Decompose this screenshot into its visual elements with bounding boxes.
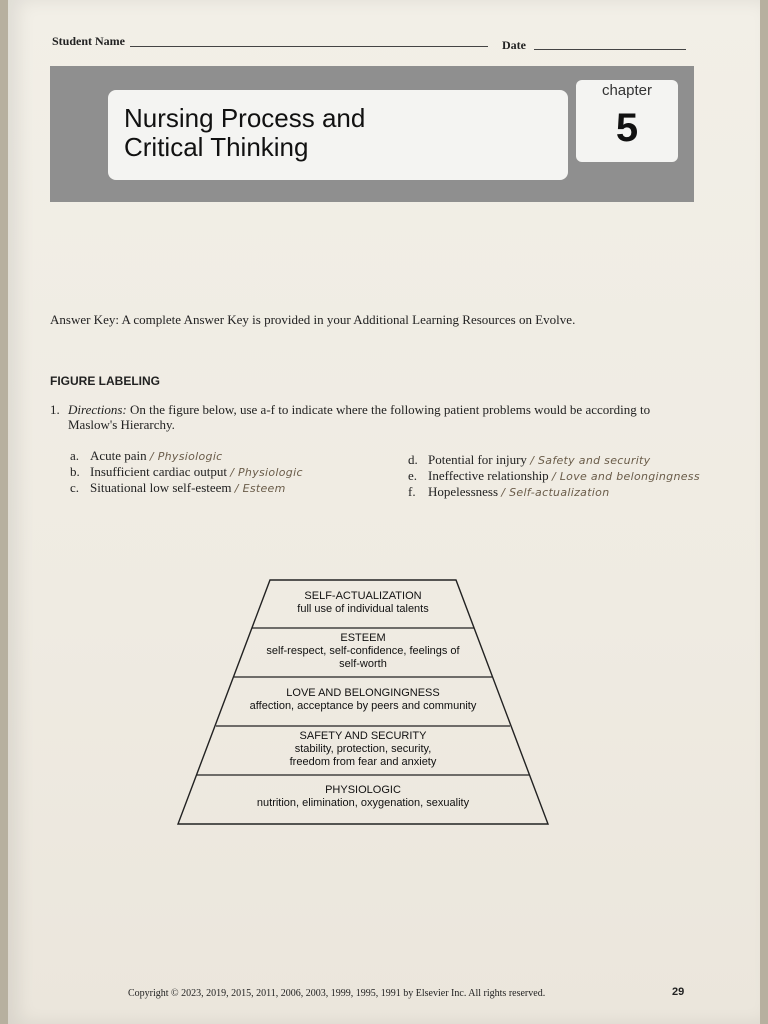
level-desc: full use of individual talents bbox=[297, 603, 429, 615]
chapter-number: 5 bbox=[615, 106, 639, 150]
pyramid-level-love-belongingness bbox=[226, 687, 500, 713]
item-letter: c. bbox=[70, 480, 80, 495]
item-text: Ineffective relationship bbox=[428, 468, 549, 483]
pyramid-level-esteem bbox=[266, 632, 460, 671]
list-item bbox=[408, 484, 609, 500]
level-desc: stability, protection, security, freedom from fear and anxiety bbox=[289, 743, 437, 768]
item-letter: e. bbox=[408, 468, 418, 483]
student-name-line bbox=[130, 46, 488, 47]
list-item bbox=[70, 464, 303, 480]
workbook-page bbox=[8, 0, 760, 1024]
list-item bbox=[408, 452, 650, 468]
question-directions bbox=[68, 402, 668, 432]
item-letter: a. bbox=[70, 448, 80, 463]
answer-key-note: Answer Key: A complete Answer Key is provided in your Additional Learning Resources on Evolve. bbox=[50, 312, 576, 327]
date-label: Date bbox=[502, 38, 526, 52]
level-title: ESTEEM bbox=[340, 632, 386, 644]
handwritten-answer: / Physiologic bbox=[230, 466, 303, 479]
chapter-title bbox=[124, 104, 544, 162]
student-name-label: Student Name bbox=[52, 34, 126, 48]
date-line bbox=[534, 49, 686, 50]
list-item bbox=[70, 480, 286, 496]
handwritten-answer: / Self-actualization bbox=[501, 486, 610, 499]
handwritten-answer: / Esteem bbox=[234, 482, 286, 495]
question-number: 1. bbox=[50, 402, 60, 417]
item-letter: f. bbox=[408, 484, 416, 499]
directions-text: On the figure below, use a-f to indicate where the following patient problems would be according to Maslow's Hierarchy. bbox=[68, 402, 651, 432]
item-letter: d. bbox=[408, 452, 418, 467]
maslow-pyramid bbox=[176, 578, 550, 826]
handwritten-answer: / Physiologic bbox=[149, 450, 223, 463]
list-item bbox=[70, 448, 223, 464]
item-text: Acute pain bbox=[90, 448, 147, 463]
item-letter: b. bbox=[70, 464, 80, 479]
directions-label: Directions: bbox=[68, 402, 127, 417]
chapter-title-line1: Nursing Process and bbox=[124, 103, 366, 133]
level-desc: affection, acceptance by peers and community bbox=[249, 700, 477, 712]
item-text: Insufficient cardiac output bbox=[90, 464, 227, 479]
item-text: Potential for injury bbox=[428, 452, 527, 467]
copyright-notice: Copyright © 2023, 2019, 2015, 2011, 2006, 2003, 1999, 1995, 1991 by Elsevier Inc. All rights reserved. bbox=[128, 988, 546, 999]
level-desc: nutrition, elimination, oxygenation, sexuality bbox=[256, 797, 470, 809]
chapter-title-line2: Critical Thinking bbox=[124, 132, 309, 162]
level-title: SAFETY AND SECURITY bbox=[299, 730, 427, 742]
list-item bbox=[408, 468, 700, 484]
pyramid-level-safety-security bbox=[278, 730, 448, 769]
pyramid-level-self-actualization bbox=[236, 590, 490, 616]
level-desc: self-respect, self-confidence, feelings of self-worth bbox=[266, 645, 460, 670]
level-title: SELF-ACTUALIZATION bbox=[304, 590, 422, 602]
chapter-word: chapter bbox=[601, 82, 653, 99]
page-number: 29 bbox=[672, 986, 685, 998]
handwritten-answer: / Love and belongingness bbox=[551, 470, 700, 483]
handwritten-answer: / Safety and security bbox=[530, 454, 651, 467]
section-title: FIGURE LABELING bbox=[50, 374, 160, 388]
item-text: Situational low self-esteem bbox=[90, 480, 232, 495]
level-title: LOVE AND BELONGINGNESS bbox=[286, 687, 440, 699]
item-text: Hopelessness bbox=[428, 484, 499, 499]
pyramid-level-physiologic bbox=[216, 784, 510, 810]
level-title: PHYSIOLOGIC bbox=[325, 784, 401, 796]
